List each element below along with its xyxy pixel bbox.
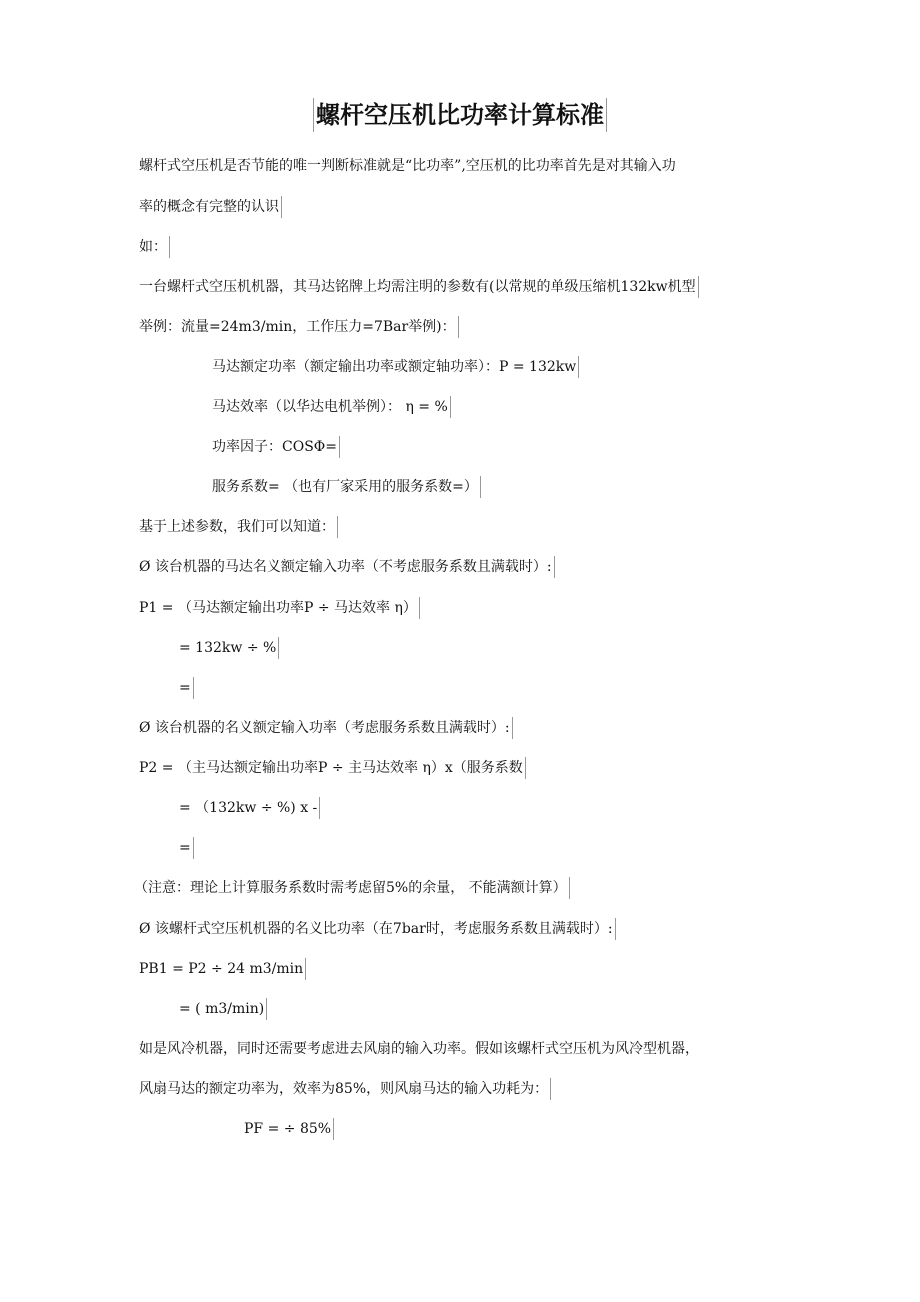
param-service-factor: 服务系数= （也有厂家采用的服务系数=）: [212, 476, 481, 498]
formula-p1-step1: = 132kw ÷ %: [179, 637, 279, 659]
formula-p1-step2: =: [179, 677, 194, 699]
paragraph-line-5: 举例：流量=24m3/min，工作压力=7Bar举例)：: [139, 316, 459, 338]
bullet-item-2: Ø 该台机器的名义额定输入功率（考虑服务系数且满载时）:: [139, 717, 513, 739]
paragraph-line-4: 一台螺杆式空压机机器，其马达铭牌上均需注明的参数有(以常规的单级压缩机132kw机型: [139, 276, 699, 298]
paragraph-line-10: 基于上述参数，我们可以知道：: [139, 516, 338, 538]
param-rated-power: 马达额定功率（额定输出功率或额定轴功率）：P = 132kw: [212, 356, 579, 378]
title-text: 螺杆空压机比功率计算标准: [313, 98, 607, 132]
paragraph-line-1: 螺杆式空压机是否节能的唯一判断标准就是“比功率”,空压机的比功率首先是对其输入功: [139, 158, 676, 174]
formula-p2: P2 = （主马达额定输出功率P ÷ 主马达效率 η）x（服务系数: [139, 757, 526, 779]
formula-pb1: PB1 = P2 ÷ 24 m3/min: [139, 958, 306, 980]
paragraph-line-3: 如：: [139, 236, 170, 258]
paragraph-line-2: 率的概念有完整的认识: [139, 196, 282, 218]
bullet-item-1: Ø 该台机器的马达名义额定输入功率（不考虑服务系数且满载时）:: [139, 556, 555, 578]
paragraph-line-23: 如是风冷机器，同时还需要考虑进去风扇的输入功率。假如该螺杆式空压机为风冷型机器，: [139, 1041, 699, 1057]
param-motor-efficiency: 马达效率（以华达电机举例）： η = %: [212, 396, 451, 418]
formula-p2-step2: =: [179, 837, 194, 859]
formula-pf: PF = ÷ 85%: [244, 1118, 334, 1140]
note-line: （注意：理论上计算服务系数时需考虑留5%的余量， 不能满额计算）: [134, 877, 570, 899]
document-title: [0, 98, 920, 132]
formula-p2-step1: = （132kw ÷ %) x -: [179, 797, 320, 819]
formula-p1: P1 = （马达额定输出功率P ÷ 马达效率 η）: [139, 597, 420, 619]
bullet-item-3: Ø 该螺杆式空压机机器的名义比功率（在7bar时，考虑服务系数且满载时）:: [139, 918, 616, 940]
param-power-factor: 功率因子：COSΦ=: [212, 436, 340, 458]
paragraph-line-24: 风扇马达的额定功率为，效率为85%，则风扇马达的输入功耗为：: [139, 1078, 551, 1100]
formula-pb1-step1: = ( m3/min): [179, 998, 267, 1020]
